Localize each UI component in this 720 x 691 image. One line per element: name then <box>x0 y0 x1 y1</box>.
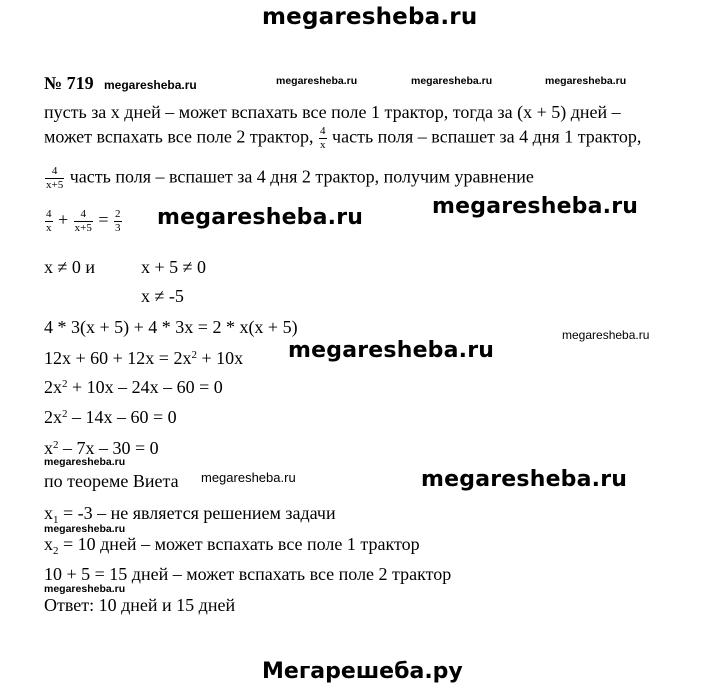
problem-number: № 719 <box>44 73 94 93</box>
fraction-numerator: 2 <box>115 208 121 220</box>
fraction <box>319 126 327 151</box>
text-segment: – 14x – 60 = 0 <box>67 407 177 427</box>
fraction <box>114 209 122 234</box>
text-line: 10 + 5 = 15 дней – может вспахать все поле 2 трактор <box>44 564 452 584</box>
fraction-numerator: 4 <box>320 125 326 137</box>
condition-line: x ≠ -5 <box>141 286 184 306</box>
text-segment: = 10 дней – может вспахать все поле 1 трактор <box>58 534 420 554</box>
exponent: 2 <box>62 408 68 420</box>
exponent: 2 <box>191 349 197 361</box>
fraction-denominator: 3 <box>115 222 121 234</box>
watermark-small: megaresheba.ru <box>44 523 126 535</box>
fraction-numerator: 4 <box>51 165 58 177</box>
solution-step <box>44 378 223 396</box>
subscript: 1 <box>53 514 59 526</box>
condition-line: x + 5 ≠ 0 <box>141 257 207 277</box>
watermark-small: megaresheba.ru <box>44 583 126 595</box>
solution-step <box>44 408 177 426</box>
text-segment: = -3 – не является решением задачи <box>58 503 336 523</box>
watermark-big: megaresheba.ru <box>157 205 364 230</box>
root-line <box>44 503 336 526</box>
exponent: 2 <box>53 439 59 451</box>
exponent: 2 <box>62 378 68 390</box>
text-line: по теореме Виета <box>44 471 179 491</box>
solution-step <box>44 439 159 457</box>
text-segment: 2x <box>44 377 62 397</box>
text-segment: x <box>44 438 53 458</box>
watermark-small: megaresheba.ru <box>411 75 493 87</box>
text-line <box>44 166 534 191</box>
text-segment: x <box>44 534 53 554</box>
watermark-big: megaresheba.ru <box>288 338 495 363</box>
watermark-small: megaresheba.ru <box>562 328 650 342</box>
text-segment: 2x <box>44 407 62 427</box>
watermark-small: megaresheba.ru <box>201 470 296 485</box>
fraction-numerator: 4 <box>80 208 87 220</box>
text-line: пусть за x дней – может вспахать все поле 1 трактор, тогда за (x + 5) дней – <box>44 102 621 122</box>
text-segment: x <box>44 503 53 523</box>
condition-line: x ≠ 0 и <box>44 257 96 277</box>
text-segment: + 10x <box>196 348 244 368</box>
solution-step: 4 * 3(x + 5) + 4 * 3x = 2 * x(x + 5) <box>44 317 298 337</box>
header-site-title: megaresheba.ru <box>262 4 478 30</box>
text-segment: часть поля – вспашет за 4 дня 1 трактор, <box>332 126 642 147</box>
text-segment: + 10x – 24x – 60 = 0 <box>67 377 223 397</box>
watermark-small: megaresheba.ru <box>44 456 126 468</box>
fraction-denominator: x <box>320 139 326 151</box>
watermark-small: megaresheba.ru <box>104 78 197 92</box>
fraction <box>45 209 53 234</box>
watermark-big: megaresheba.ru <box>421 467 628 492</box>
text-segment: 12x + 60 + 12x = 2x <box>44 348 192 368</box>
answer-line: Ответ: 10 дней и 15 дней <box>44 595 236 615</box>
equals-sign: = <box>98 209 109 230</box>
plus-sign: + <box>58 209 69 230</box>
equation <box>44 209 123 234</box>
fraction-denominator: x <box>46 222 52 234</box>
fraction-denominator: x+5 <box>46 179 64 191</box>
fraction-denominator: x+5 <box>74 222 92 234</box>
text-segment: может вспахать все поле 2 трактор, <box>44 126 314 147</box>
fraction <box>74 209 93 234</box>
watermark-big: megaresheba.ru <box>432 194 639 219</box>
fraction-numerator: 4 <box>46 208 52 220</box>
subscript: 2 <box>53 545 59 557</box>
watermark-small: megaresheba.ru <box>545 75 627 87</box>
text-line <box>44 126 641 151</box>
text-segment: часть поля – вспашет за 4 дня 2 трактор, получим уравнение <box>69 166 534 187</box>
watermark-small: megaresheba.ru <box>276 75 358 87</box>
footer-site-title: Мегарешеба.ру <box>262 659 463 684</box>
root-line <box>44 534 420 557</box>
fraction <box>45 166 64 191</box>
solution-step <box>44 349 243 367</box>
text-segment: – 7x – 30 = 0 <box>58 438 159 458</box>
